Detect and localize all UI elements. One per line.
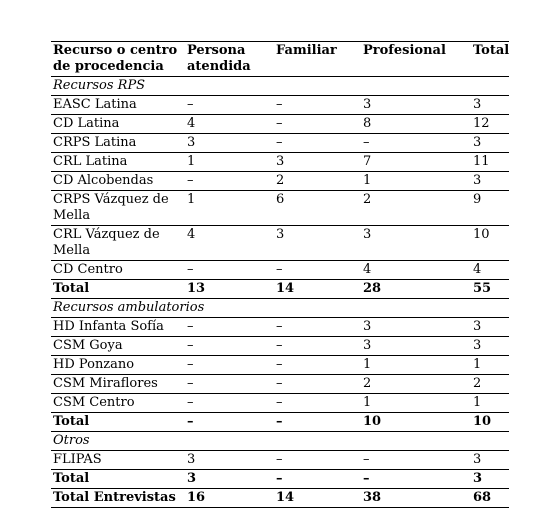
- cell-person: 4: [185, 226, 274, 261]
- section-total-row: [51, 413, 509, 432]
- header-resource: Recurso o centro de procedencia: [51, 42, 185, 77]
- grand-total-resource: Total Entrevistas: [51, 489, 185, 508]
- total-resource: Total: [51, 280, 185, 299]
- table-row: [51, 394, 509, 413]
- section-title: Recursos RPS: [51, 77, 509, 96]
- cell-total: 11: [471, 153, 509, 172]
- cell-person: –: [185, 375, 274, 394]
- cell-resource: CD Alcobendas: [51, 172, 185, 191]
- table-row: [51, 451, 509, 470]
- grand-total-row: [51, 489, 509, 508]
- cell-professional: 8: [361, 115, 471, 134]
- grand-total-person: 16: [185, 489, 274, 508]
- total-total: 10: [471, 413, 509, 432]
- total-person: –: [185, 413, 274, 432]
- cell-total: 3: [471, 451, 509, 470]
- cell-professional: –: [361, 134, 471, 153]
- cell-professional: 7: [361, 153, 471, 172]
- cell-total: 1: [471, 356, 509, 375]
- section-header-row: [51, 77, 509, 96]
- total-family: 14: [274, 280, 361, 299]
- section-header-row: [51, 299, 509, 318]
- cell-professional: 4: [361, 261, 471, 280]
- cell-family: –: [274, 356, 361, 375]
- cell-person: 3: [185, 134, 274, 153]
- cell-professional: 1: [361, 356, 471, 375]
- cell-person: 1: [185, 191, 274, 226]
- cell-total: 2: [471, 375, 509, 394]
- table-header: [51, 42, 509, 77]
- cell-family: 3: [274, 153, 361, 172]
- grand-total-total: 68: [471, 489, 509, 508]
- cell-person: –: [185, 261, 274, 280]
- section-header-row: [51, 432, 509, 451]
- cell-professional: 2: [361, 191, 471, 226]
- cell-resource: HD Infanta Sofía: [51, 318, 185, 337]
- cell-total: 3: [471, 318, 509, 337]
- table-body: [51, 77, 509, 508]
- total-person: 3: [185, 470, 274, 489]
- cell-resource: CRL Latina: [51, 153, 185, 172]
- total-family: –: [274, 413, 361, 432]
- cell-person: –: [185, 394, 274, 413]
- cell-resource: CRL Vázquez de Mella: [51, 226, 185, 261]
- cell-resource: CD Centro: [51, 261, 185, 280]
- cell-total: 3: [471, 96, 509, 115]
- total-professional: 10: [361, 413, 471, 432]
- total-professional: –: [361, 470, 471, 489]
- cell-resource: CSM Goya: [51, 337, 185, 356]
- cell-family: –: [274, 134, 361, 153]
- cell-resource: EASC Latina: [51, 96, 185, 115]
- cell-professional: 1: [361, 394, 471, 413]
- cell-person: –: [185, 172, 274, 191]
- cell-professional: 3: [361, 337, 471, 356]
- cell-person: –: [185, 356, 274, 375]
- table-row: [51, 318, 509, 337]
- table-row: [51, 115, 509, 134]
- cell-resource: FLIPAS: [51, 451, 185, 470]
- cell-family: –: [274, 115, 361, 134]
- cell-family: –: [274, 261, 361, 280]
- cell-professional: –: [361, 451, 471, 470]
- table-row: [51, 172, 509, 191]
- total-resource: Total: [51, 413, 185, 432]
- cell-person: –: [185, 96, 274, 115]
- cell-family: –: [274, 318, 361, 337]
- cell-professional: 3: [361, 96, 471, 115]
- total-resource: Total: [51, 470, 185, 489]
- cell-resource: HD Ponzano: [51, 356, 185, 375]
- cell-resource: CSM Miraflores: [51, 375, 185, 394]
- table-row: [51, 191, 509, 226]
- cell-professional: 3: [361, 226, 471, 261]
- total-total: 55: [471, 280, 509, 299]
- table-row: [51, 261, 509, 280]
- table-row: [51, 226, 509, 261]
- grand-total-professional: 38: [361, 489, 471, 508]
- cell-person: 3: [185, 451, 274, 470]
- section-title: Recursos ambulatorios: [51, 299, 509, 318]
- cell-person: 1: [185, 153, 274, 172]
- cell-total: 3: [471, 172, 509, 191]
- table-row: [51, 356, 509, 375]
- cell-family: –: [274, 451, 361, 470]
- grand-total-family: 14: [274, 489, 361, 508]
- header-total: Total: [471, 42, 509, 77]
- table-container: [51, 41, 509, 508]
- total-total: 3: [471, 470, 509, 489]
- header-family: Familiar: [274, 42, 361, 77]
- section-title: Otros: [51, 432, 509, 451]
- cell-total: 3: [471, 134, 509, 153]
- table-row: [51, 153, 509, 172]
- cell-total: 10: [471, 226, 509, 261]
- cell-resource: CD Latina: [51, 115, 185, 134]
- cell-total: 12: [471, 115, 509, 134]
- header-person: Persona atendida: [185, 42, 274, 77]
- header-professional: Profesional: [361, 42, 471, 77]
- cell-resource: CRPS Latina: [51, 134, 185, 153]
- cell-family: 2: [274, 172, 361, 191]
- cell-family: –: [274, 96, 361, 115]
- cell-person: 4: [185, 115, 274, 134]
- interviews-table: [51, 41, 509, 508]
- cell-resource: CSM Centro: [51, 394, 185, 413]
- cell-professional: 3: [361, 318, 471, 337]
- total-professional: 28: [361, 280, 471, 299]
- table-row: [51, 134, 509, 153]
- section-total-row: [51, 280, 509, 299]
- section-total-row: [51, 470, 509, 489]
- table-row: [51, 375, 509, 394]
- total-family: –: [274, 470, 361, 489]
- cell-professional: 1: [361, 172, 471, 191]
- cell-person: –: [185, 337, 274, 356]
- cell-total: 1: [471, 394, 509, 413]
- table-row: [51, 96, 509, 115]
- cell-professional: 2: [361, 375, 471, 394]
- cell-resource: CRPS Vázquez de Mella: [51, 191, 185, 226]
- header-row: [51, 42, 509, 77]
- total-person: 13: [185, 280, 274, 299]
- table-row: [51, 337, 509, 356]
- cell-family: 6: [274, 191, 361, 226]
- cell-person: –: [185, 318, 274, 337]
- cell-total: 9: [471, 191, 509, 226]
- cell-family: –: [274, 394, 361, 413]
- cell-family: –: [274, 375, 361, 394]
- cell-total: 4: [471, 261, 509, 280]
- cell-total: 3: [471, 337, 509, 356]
- cell-family: 3: [274, 226, 361, 261]
- cell-family: –: [274, 337, 361, 356]
